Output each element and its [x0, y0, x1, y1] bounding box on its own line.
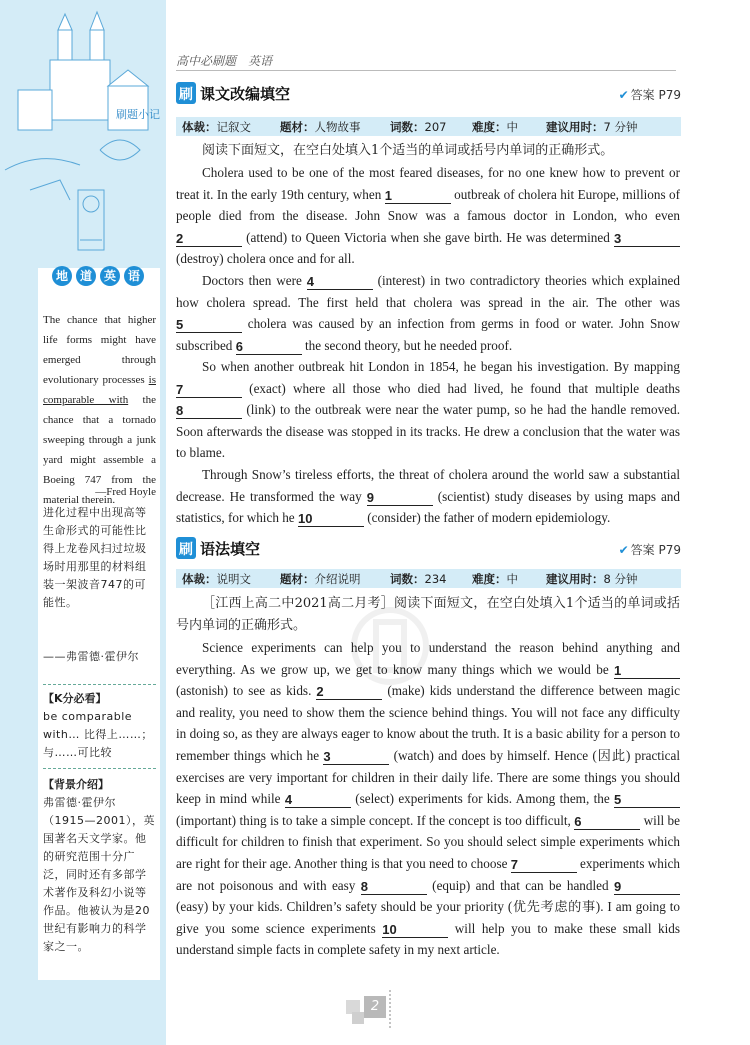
- section1-paragraph-2: Doctors then were 4 (interest) in two contradictory theories which explained how cholera spread. The first held that cholera was spread in the air. The other was 5 cholera was caused by an infection from germs in food or water. John Snow subscribed 6 the second theory, but he needed proof.: [176, 273, 680, 354]
- blank-9[interactable]: 9: [367, 491, 433, 506]
- brush-char: 刷: [179, 87, 193, 103]
- check-icon: ✔: [618, 88, 629, 102]
- section1-header: [176, 82, 681, 106]
- title-char: 地: [52, 266, 72, 286]
- check-icon: ✔: [618, 543, 629, 557]
- section2-paragraph: Science experiments can help you to understand the reason behind anything and everything. As we grow up, we get to know many things which we would be 1 (astonish) to see as kids. 2 (make) kids understand the difference between magic and reality, you need to show them the science behind things. You will not face any difficulty in doing so, as they are always eager to know about the truth. It is a basic ability for a person to remember things which he 3 (watch) and does by himself. Hence (因此) practical exercises are very important for children in their daily life. There are some things you should keep in mind while 4 (select) experiments for kids. Among them, the 5 (important) thing is to take a simple concept. If the concept is too difficult, 6 will be difficult for children to finish that experiment. So you should select simple experiments which are right for their age. Another thing is that you need to choose 7 experiments which are not poisonous and with easy 8 (equip) and that can be handled 9 (easy) by your kids. Children’s safety should be your priority (优先考虑的事). I am going to give you some science experiments 10 will help you to make these small kids understand simple facts in complete safety in my next article.: [176, 640, 681, 958]
- background-text: 弗雷德·霍伊尔（1915—2001），英国著名天文学家。他的研究范围十分广泛，同时还有多部学术著作及科幻小说等作品。他被认为是20世纪有影响力的科学家之一。: [43, 796, 155, 953]
- section2-header: [176, 537, 681, 561]
- blank-1[interactable]: 1: [385, 189, 451, 204]
- section2-title: 语法填空: [200, 540, 261, 558]
- section2-info-bar: 体裁：说明文 题材：介绍说明 词数：234 难度：中 建议用时：8 分钟: [176, 569, 681, 588]
- note-label: 刷题小记: [116, 108, 160, 121]
- quote-author-cn: ——弗雷德·霍伊尔: [43, 650, 139, 663]
- header-rule: [176, 70, 676, 71]
- quote-chinese: 进化过程中出现高等生命形式的可能性比得上龙卷风扫过垃圾场时用那里的材料组装一架波音747的可能性。: [43, 506, 147, 609]
- quote-key-phrase: is comparable with: [43, 374, 156, 406]
- title-char: 道: [76, 266, 96, 286]
- divider: [43, 684, 156, 685]
- blank-10[interactable]: 10: [382, 923, 448, 938]
- answer-link[interactable]: ✔ 答案 P79: [618, 88, 681, 102]
- blank-4[interactable]: 4: [285, 793, 351, 808]
- blank-3[interactable]: 3: [614, 232, 680, 247]
- blank-3[interactable]: 3: [323, 750, 389, 765]
- blank-8[interactable]: 8: [176, 404, 242, 419]
- background-title: 【背景介绍】: [43, 778, 109, 791]
- section2-instruction: ［江西上高二中2021高二月考］阅读下面短文，在空白处填入1个适当的单词或括号内单词的正确形式。: [176, 596, 680, 633]
- section1-info-bar: 体裁：记叙文 题材：人物故事 词数：207 难度：中 建议用时：7 分钟: [176, 117, 681, 136]
- brush-char: 刷: [179, 542, 193, 558]
- divider: [43, 768, 156, 769]
- page-number: 2: [364, 996, 386, 1018]
- section1-title: 课文改编填空: [200, 85, 291, 103]
- sidebar-section-title: [52, 266, 144, 286]
- blank-2[interactable]: 2: [176, 232, 242, 247]
- blank-6[interactable]: 6: [574, 815, 640, 830]
- section1-paragraph-4: Through Snow’s tireless efforts, the threat of cholera around the world saw a substantial decrease. He transformed the way 9 (scientist) study diseases by using maps and statistics, for which he 10 (consider) the father of modern epidemiology.: [176, 467, 680, 527]
- castle-illustration: [0, 0, 166, 260]
- blank-5[interactable]: 5: [176, 318, 242, 333]
- blank-1[interactable]: 1: [614, 664, 680, 679]
- section1-instruction: 阅读下面短文，在空白处填入1个适当的单词或括号内单词的正确形式。: [202, 143, 614, 158]
- blank-2[interactable]: 2: [316, 685, 382, 700]
- blank-4[interactable]: 4: [307, 275, 373, 290]
- blank-8[interactable]: 8: [361, 880, 427, 895]
- running-header: 高中必刷题 英语: [176, 54, 273, 68]
- blank-7[interactable]: 7: [511, 858, 577, 873]
- quote-author-en: —Fred Hoyle: [95, 486, 156, 498]
- blank-10[interactable]: 10: [298, 512, 364, 527]
- title-char: 英: [100, 266, 120, 286]
- blank-6[interactable]: 6: [236, 340, 302, 355]
- section1-paragraph-1: Cholera used to be one of the most feared diseases, for no one knew how to prevent or treat it. In the early 19th century, when 1 outbreak of cholera hit Europe, millions of people died from the disease. John Snow was a famous doctor in London, who even 2 (attend) to Queen Victoria when she gave birth. He was determined 3 (destroy) cholera once and for all.: [176, 165, 680, 267]
- blank-5[interactable]: 5: [614, 793, 680, 808]
- quote-english: The chance that higher life forms might have emerged through evolutionary processes is comparable with the chance that a tornado sweeping through a junk yard might assemble a Boeing 747 from the material therein.: [43, 314, 156, 506]
- k-title: 【K分必看】: [43, 692, 107, 705]
- section1-paragraph-3: So when another outbreak hit London in 1854, he began his investigation. By mapping 7 (exact) where all those who died had lived, he found that multiple deaths 8 (link) to the outbreak were near the water pump, so he had the handle removed. Soon afterwards the disease was stopped in its tracks. He drew a conclusion that the water was to blame.: [176, 359, 680, 461]
- blank-7[interactable]: 7: [176, 383, 242, 398]
- k-text: be comparable with… 比得上……；与……可比较: [43, 710, 153, 759]
- answer-link[interactable]: ✔ 答案 P79: [618, 543, 681, 557]
- title-char: 语: [124, 266, 144, 286]
- blank-9[interactable]: 9: [614, 880, 680, 895]
